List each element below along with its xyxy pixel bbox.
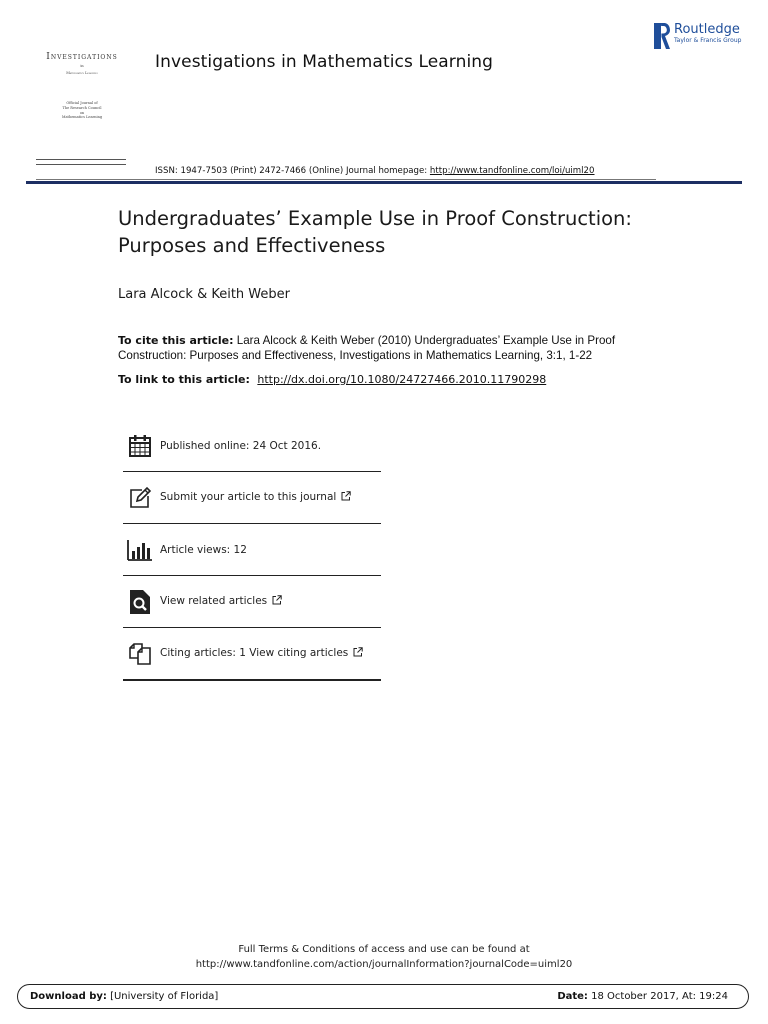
cover-official-line: on xyxy=(79,110,85,115)
article-views-label: Article views: 12 xyxy=(160,543,247,556)
doi-link-line xyxy=(118,373,546,386)
download-label: Download by: xyxy=(30,991,107,1002)
doi-link[interactable]: http://dx.doi.org/10.1080/24727466.2010.11790298 xyxy=(257,373,547,386)
publisher-logo[interactable] xyxy=(653,22,741,50)
article-authors: Lara Alcock & Keith Weber xyxy=(118,287,290,302)
cover-official-line: Official Journal of xyxy=(66,101,98,106)
external-link-icon xyxy=(272,595,282,608)
search-document-icon xyxy=(126,588,154,616)
citing-articles-label xyxy=(160,647,363,660)
cover-official-line: The Research Council xyxy=(62,105,102,110)
publisher-name: Routledge xyxy=(674,22,740,37)
cover-rule xyxy=(36,159,126,165)
journal-name: Investigations in Mathematics Learning xyxy=(155,52,494,72)
citing-articles-icon xyxy=(126,640,154,668)
journal-homepage-link[interactable]: http://www.tandfonline.com/loi/uiml20 xyxy=(429,166,595,176)
submit-article-text: Submit your article to this journal xyxy=(160,491,337,503)
bar-chart-icon xyxy=(126,536,154,564)
external-link-icon xyxy=(341,491,351,504)
date-label: Date: xyxy=(557,991,588,1002)
terms-url[interactable]: http://www.tandfonline.com/action/journalInformation?journalCode=uiml20 xyxy=(195,959,573,970)
download-by xyxy=(30,991,218,1002)
edit-icon xyxy=(126,484,154,512)
cite-label: To cite this article: xyxy=(118,334,234,347)
download-info-bar xyxy=(17,984,749,1009)
citing-articles-text: Citing articles: 1 View citing articles xyxy=(160,647,349,659)
related-articles-row[interactable] xyxy=(123,576,381,628)
terms-notice xyxy=(0,942,768,972)
published-online-row xyxy=(123,420,381,472)
issn-line xyxy=(155,166,595,176)
cover-official-text xyxy=(36,101,128,120)
related-articles-text: View related articles xyxy=(160,595,268,607)
header-rule xyxy=(26,181,742,184)
header-rule-thin xyxy=(36,179,656,180)
terms-line: Full Terms & Conditions of access and use can be found at xyxy=(238,944,530,955)
calendar-icon xyxy=(126,432,154,460)
published-online-label: Published online: 24 Oct 2016. xyxy=(160,439,322,452)
citation-block xyxy=(118,333,658,363)
article-views-row xyxy=(123,524,381,576)
journal-cover-thumbnail xyxy=(36,50,128,170)
article-title: Undergraduates’ Example Use in Proof Construction: Purposes and Effectiveness xyxy=(118,207,632,257)
issn-text: ISSN: 1947-7503 (Print) 2472-7466 (Online) Journal homepage: xyxy=(155,166,428,176)
publisher-group: Taylor & Francis Group xyxy=(674,37,742,44)
submit-article-row[interactable] xyxy=(123,472,381,524)
cover-title: Investigations xyxy=(46,52,118,62)
article-info-list xyxy=(123,420,381,681)
routledge-logo-icon xyxy=(653,22,671,50)
external-link-icon xyxy=(353,647,363,660)
download-value: [University of Florida] xyxy=(110,991,219,1002)
download-date xyxy=(557,991,728,1002)
cite-text: Lara Alcock & Keith Weber (2010) Undergraduates’ Example Use in Proof Construction: Purposes and Effectiveness, Investigations in Mathematics Learning, 3:1, 1-22 xyxy=(118,334,616,362)
cover-title-small: in xyxy=(80,64,84,68)
related-articles-label xyxy=(160,595,282,608)
link-label: To link to this article: xyxy=(118,373,250,386)
citing-articles-row[interactable] xyxy=(123,628,381,681)
date-value: 18 October 2017, At: 19:24 xyxy=(591,991,728,1002)
submit-article-label xyxy=(160,491,351,504)
cover-title-sub: Mathematics Learning xyxy=(66,70,98,75)
cover-official-line: Mathematics Learning xyxy=(61,115,103,120)
